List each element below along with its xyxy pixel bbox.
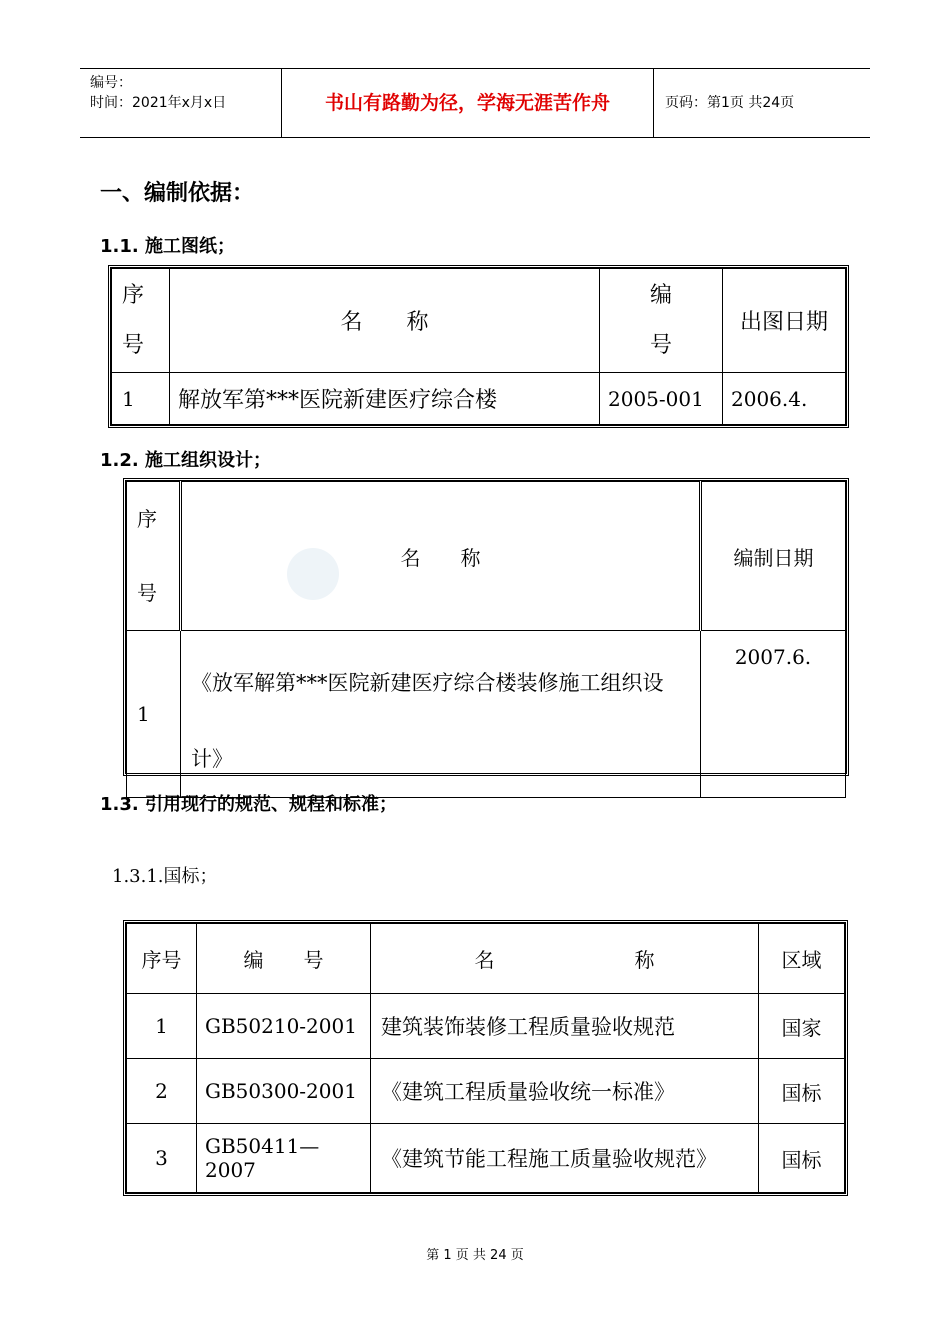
col-header-date: 出图日期 <box>723 269 846 373</box>
header-motto: 书山有路勤为径，学海无涯苦作舟 <box>324 92 610 114</box>
col-header-name: 名 称 <box>170 269 600 373</box>
header-time: 时间：2021年x月x日 <box>90 95 227 111</box>
subsection-title-org-design: 1.2. 施工组织设计； <box>100 450 271 471</box>
col-header-name: 名 称 <box>181 482 701 631</box>
col-header-code: 编号 <box>649 282 672 358</box>
cell-name: 解放军第***医院新建医疗综合楼 <box>170 373 600 425</box>
cell-name: 《建筑节能工程施工质量验收规范》 <box>371 1124 759 1193</box>
cell-name: 建筑装饰装修工程质量验收规范 <box>371 994 759 1059</box>
page-footer: 第 1 页 共 24 页 <box>426 1248 524 1263</box>
table-row <box>127 631 846 798</box>
cell-region: 国标 <box>759 1059 845 1124</box>
col-header-region: 区域 <box>759 924 845 994</box>
header-page-info: 页码：第1页 共24页 <box>665 95 795 111</box>
org-design-table <box>123 478 849 776</box>
col-header-date: 编制日期 <box>701 482 846 631</box>
drawings-table <box>108 265 849 428</box>
header-divider <box>653 69 654 137</box>
standards-table <box>123 920 848 1196</box>
cell-region: 国标 <box>759 1124 845 1193</box>
cell-index: 1 <box>112 373 170 425</box>
col-header-index: 序号 <box>137 507 157 605</box>
table-row <box>127 994 845 1059</box>
cell-code: 2005-001 <box>600 373 723 425</box>
header-meta <box>80 69 280 137</box>
col-header-name: 名 称 <box>371 924 759 994</box>
col-header-index: 序号 <box>127 924 197 994</box>
cell-index: 1 <box>127 994 197 1059</box>
table-row <box>127 1124 845 1193</box>
section-title: 一、编制依据： <box>100 181 255 206</box>
header-number: 编号： <box>90 75 132 91</box>
cell-code: GB50411—2007 <box>197 1124 371 1193</box>
cell-date: 2007.6. <box>701 631 846 798</box>
cell-name: 《放军解第***医院新建医疗综合楼装修施工组织设计》 <box>181 631 701 798</box>
page-header <box>80 68 870 138</box>
subsection-title-national: 1.3.1.国标； <box>112 866 218 887</box>
col-header-index: 序号 <box>122 282 145 358</box>
cell-name: 《建筑工程质量验收统一标准》 <box>371 1059 759 1124</box>
cell-code: GB50300-2001 <box>197 1059 371 1124</box>
table-row <box>112 373 846 425</box>
table-row <box>127 1059 845 1124</box>
cell-index: 2 <box>127 1059 197 1124</box>
subsection-title-standards: 1.3. 引用现行的规范、规程和标准； <box>100 794 397 815</box>
cell-index: 1 <box>127 631 181 798</box>
cell-index: 3 <box>127 1124 197 1193</box>
col-header-code: 编 号 <box>197 924 371 994</box>
subsection-title-drawings: 1.1. 施工图纸； <box>100 236 235 257</box>
cell-code: GB50210-2001 <box>197 994 371 1059</box>
cell-region: 国家 <box>759 994 845 1059</box>
cell-date: 2006.4. <box>723 373 846 425</box>
